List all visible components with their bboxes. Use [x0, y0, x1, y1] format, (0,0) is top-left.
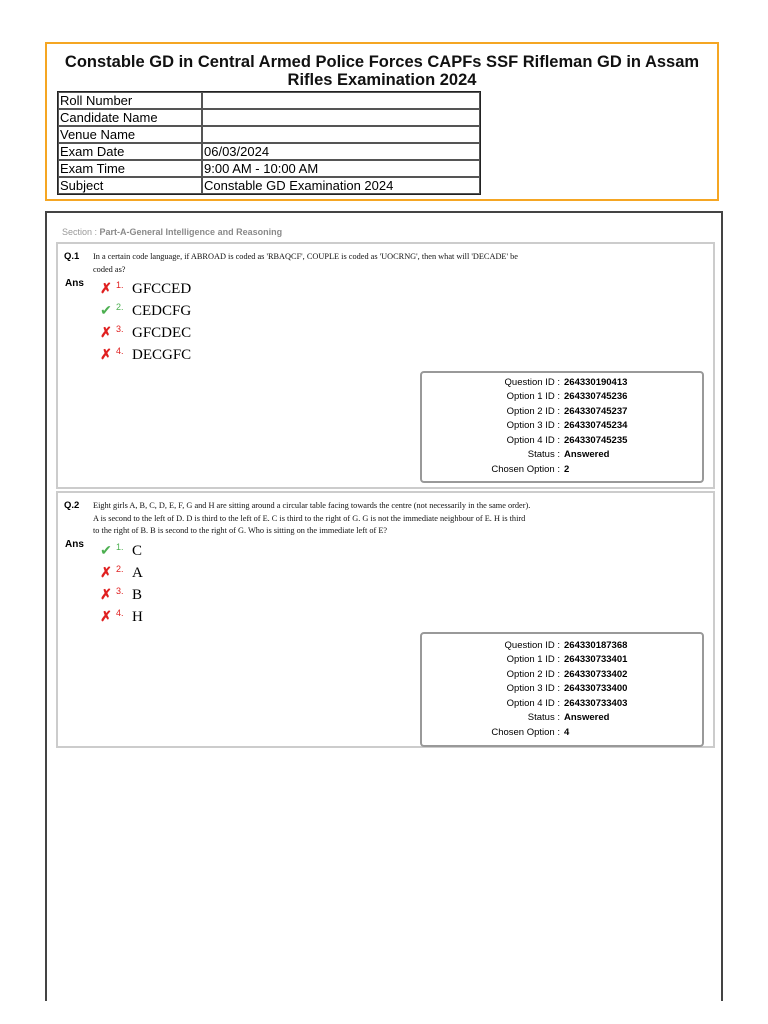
- meta-label: Option 4 ID :: [506, 435, 560, 446]
- info-value: 06/03/2024: [202, 143, 480, 160]
- meta-option-4-id: [422, 697, 702, 711]
- meta-label: Question ID :: [504, 640, 560, 651]
- info-value: [202, 92, 480, 109]
- meta-status: [422, 711, 702, 725]
- meta-label: Option 2 ID :: [506, 669, 560, 680]
- section-name: Part-A-General Intelligence and Reasoning: [99, 227, 283, 237]
- meta-option-2-id: [422, 668, 702, 682]
- question-text: Eight girls A, B, C, D, E, F, G and H are sitting around a circular table facing towards the centre (not necessarily in the same order). A is second to the left of D. D is third to the left of E. C is third to the right of G. G is not the immediate neighbour of E. H is third to the right of B. B is second to the right of G. Who is sitting on the immediate left of E?: [93, 501, 531, 535]
- option-text: B: [132, 587, 143, 603]
- meta-status: [422, 448, 702, 462]
- cross-icon: ✗: [100, 324, 112, 340]
- meta-option-4-id: [422, 434, 702, 448]
- meta-label: Option 3 ID :: [506, 420, 560, 431]
- option-text: DECGFC: [132, 347, 192, 363]
- meta-chosen-option: [422, 463, 702, 477]
- info-key: Subject: [58, 177, 202, 194]
- option-number: 3.: [116, 324, 124, 334]
- meta-value: 264330745236: [564, 391, 628, 402]
- answer-label: Ans: [65, 278, 84, 289]
- option-number: 1.: [116, 280, 124, 290]
- candidate-info-table: [57, 91, 481, 195]
- meta-label: Chosen Option :: [491, 464, 560, 475]
- meta-value: 264330745235: [564, 435, 628, 446]
- meta-label: Question ID :: [504, 377, 560, 388]
- meta-question-id: [422, 376, 702, 390]
- info-row-roll-number: [58, 92, 480, 109]
- check-icon: ✔: [100, 542, 112, 558]
- option-text: GFCCED: [132, 281, 192, 297]
- section-label: [62, 227, 282, 237]
- meta-label: Option 1 ID :: [506, 654, 560, 665]
- meta-option-3-id: [422, 419, 702, 433]
- info-row-exam-time: [58, 160, 480, 177]
- check-icon: ✔: [100, 302, 112, 318]
- meta-value: 264330733400: [564, 683, 628, 694]
- meta-label: Option 1 ID :: [506, 391, 560, 402]
- option-number: 2.: [116, 302, 124, 312]
- info-key: Roll Number: [58, 92, 202, 109]
- exam-title: [47, 53, 717, 89]
- meta-value: Answered: [564, 712, 610, 723]
- question-meta-box: [420, 632, 704, 747]
- info-row-exam-date: [58, 143, 480, 160]
- exam-header: [45, 42, 719, 201]
- cross-icon: ✗: [100, 608, 112, 624]
- meta-question-id: [422, 639, 702, 653]
- meta-option-1-id: [422, 390, 702, 404]
- info-key: Exam Time: [58, 160, 202, 177]
- meta-value: 264330745237: [564, 406, 628, 417]
- info-value: [202, 126, 480, 143]
- meta-value: Answered: [564, 449, 610, 460]
- meta-chosen-option: [422, 726, 702, 740]
- option-number: 4.: [116, 608, 124, 618]
- meta-label: Option 4 ID :: [506, 698, 560, 709]
- section-prefix: Section :: [62, 227, 100, 237]
- info-row-venue-name: [58, 126, 480, 143]
- meta-value: 2: [564, 464, 570, 475]
- option-text: A: [132, 565, 143, 581]
- exam-title-line2: Rifles Examination 2024: [287, 71, 477, 89]
- meta-value: 264330190413: [564, 377, 628, 388]
- option-text: GFCDEC: [132, 325, 192, 341]
- info-key: Candidate Name: [58, 109, 202, 126]
- question-number: Q.2: [64, 500, 80, 511]
- meta-option-1-id: [422, 653, 702, 667]
- option-number: 4.: [116, 346, 124, 356]
- info-value: [202, 109, 480, 126]
- meta-option-3-id: [422, 682, 702, 696]
- meta-value: 264330733403: [564, 698, 628, 709]
- info-value: 9:00 AM - 10:00 AM: [202, 160, 480, 177]
- info-key: Exam Date: [58, 143, 202, 160]
- meta-value: 264330733402: [564, 669, 628, 680]
- info-value: Constable GD Examination 2024: [202, 177, 480, 194]
- option-number: 3.: [116, 586, 124, 596]
- meta-value: 264330745234: [564, 420, 628, 431]
- cross-icon: ✗: [100, 586, 112, 602]
- response-sheet: [45, 211, 723, 1001]
- question-card-1: [56, 242, 715, 489]
- option-number: 2.: [116, 564, 124, 574]
- meta-label: Option 2 ID :: [506, 406, 560, 417]
- exam-title-line1: Constable GD in Central Armed Police Forces CAPFs SSF Rifleman GD in Assam: [64, 53, 700, 71]
- meta-value: 264330733401: [564, 654, 628, 665]
- question-number: Q.1: [64, 251, 80, 262]
- question-text: In a certain code language, if ABROAD is coded as 'RBAQCF', COUPLE is coded as 'UOCRNG', then what will 'DECADE' be coded as?: [93, 252, 518, 274]
- option-text: C: [132, 543, 143, 559]
- meta-label: Chosen Option :: [491, 727, 560, 738]
- cross-icon: ✗: [100, 564, 112, 580]
- info-row-subject: [58, 177, 480, 194]
- question-card-2: [56, 491, 715, 748]
- option-number: 1.: [116, 542, 124, 552]
- meta-option-2-id: [422, 405, 702, 419]
- option-text: H: [132, 609, 143, 625]
- meta-value: 4: [564, 727, 570, 738]
- meta-label: Status :: [527, 449, 560, 460]
- info-key: Venue Name: [58, 126, 202, 143]
- cross-icon: ✗: [100, 346, 112, 362]
- answer-label: Ans: [65, 539, 84, 550]
- question-meta-box: [420, 371, 704, 483]
- meta-value: 264330187368: [564, 640, 628, 651]
- cross-icon: ✗: [100, 280, 112, 296]
- meta-label: Option 3 ID :: [506, 683, 560, 694]
- meta-label: Status :: [527, 712, 560, 723]
- info-row-candidate-name: [58, 109, 480, 126]
- option-text: CEDCFG: [132, 303, 192, 319]
